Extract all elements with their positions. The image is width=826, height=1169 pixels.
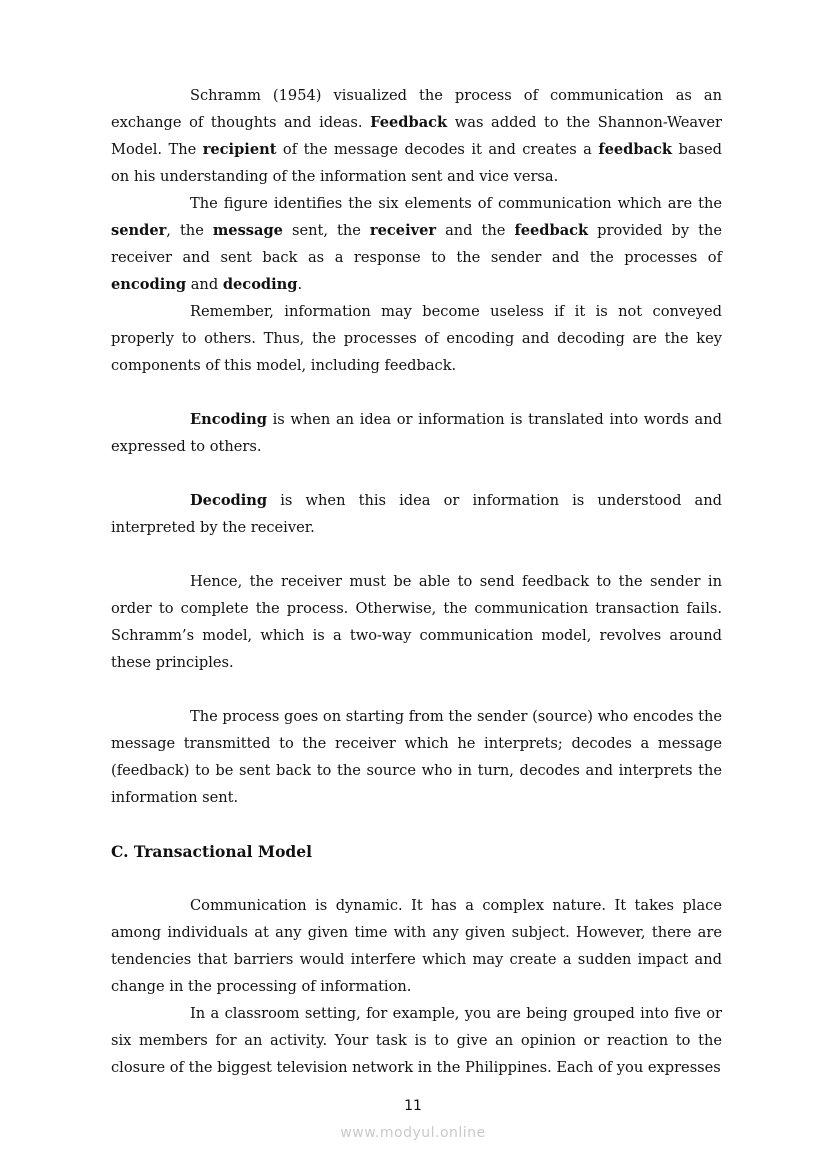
paragraph-encoding-definition [111, 406, 722, 460]
text-run: The figure identifies the six elements of communication which are the [190, 195, 722, 212]
text-run: based on his understanding of the information sent and vice versa. [111, 141, 723, 185]
bold-term: sender [111, 222, 167, 239]
text-run: is when an idea or information is translated into words and expressed to others. [111, 411, 722, 455]
text-run: Hence, the receiver must be able to send feedback to the sender in order to complete the process. Otherwise, the communication transaction fails. Schramm’s model, which is a two-way communication model, revolves around these principles. [111, 573, 722, 671]
text-run: Schramm (1954) visualized the process of communication as an exchange of thoughts and ideas. [111, 87, 722, 131]
text-run: In a classroom setting, for example, you are being grouped into five or six members for an activity. Your task is to give an opinion or reaction to the closure of the biggest television network in the Philippines. Each of you expresses [111, 1005, 722, 1076]
paragraph-communication-dynamic [111, 892, 722, 1000]
bold-term: decoding [222, 276, 298, 293]
paragraph-hence [111, 568, 722, 676]
bold-term: recipient [202, 141, 277, 158]
paragraph-classroom-setting [111, 1000, 722, 1081]
text-run: was added to the Shannon-Weaver Model. The [111, 114, 722, 158]
paragraph-schramm-intro [111, 82, 722, 190]
section-heading: C. Transactional Model [111, 842, 313, 861]
text-run: of the message decodes it and creates a [276, 141, 599, 158]
bold-term: Decoding [190, 492, 268, 509]
text-run: is when this idea or information is understood and interpreted by the receiver. [111, 492, 722, 536]
page-number: 11 [404, 1098, 422, 1114]
paragraph-six-elements [111, 190, 722, 298]
bold-term: receiver [369, 222, 437, 239]
text-run: sent, the [282, 222, 370, 239]
bold-term: feedback [514, 222, 589, 239]
text-run: The process goes on starting from the sender (source) who encodes the message transmitted to the receiver which he interprets; decodes a message (feedback) to be sent back to the source who in turn, decodes and interprets the information sent. [111, 708, 722, 806]
paragraph-remember [111, 298, 722, 379]
paragraph-process [111, 703, 722, 811]
bold-term: encoding [111, 276, 187, 293]
bold-term: message [212, 222, 283, 239]
bold-term: Encoding [190, 411, 267, 428]
text-run: . [297, 276, 303, 293]
text-run: and [186, 276, 223, 293]
text-run: and the [436, 222, 515, 239]
text-run: provided by the receiver and sent back as a response to the sender and the processes of [111, 222, 722, 266]
bold-term: feedback [598, 141, 673, 158]
heading-spacer [111, 865, 722, 892]
text-run: , the [166, 222, 213, 239]
watermark: www.modyul.online [340, 1125, 486, 1141]
bold-term: Feedback [370, 114, 448, 131]
text-run: Remember, information may become useless if it is not conveyed properly to others. Thus, the processes of encoding and decoding are the key components of this model, including feedback. [111, 303, 722, 374]
paragraph-decoding-definition [111, 487, 722, 541]
text-run: Communication is dynamic. It has a complex nature. It takes place among individuals at any given time with any given subject. However, there are tendencies that barriers would interfere which may create a sudden impact and change in the processing of information. [111, 897, 722, 995]
document-body [111, 82, 722, 1081]
